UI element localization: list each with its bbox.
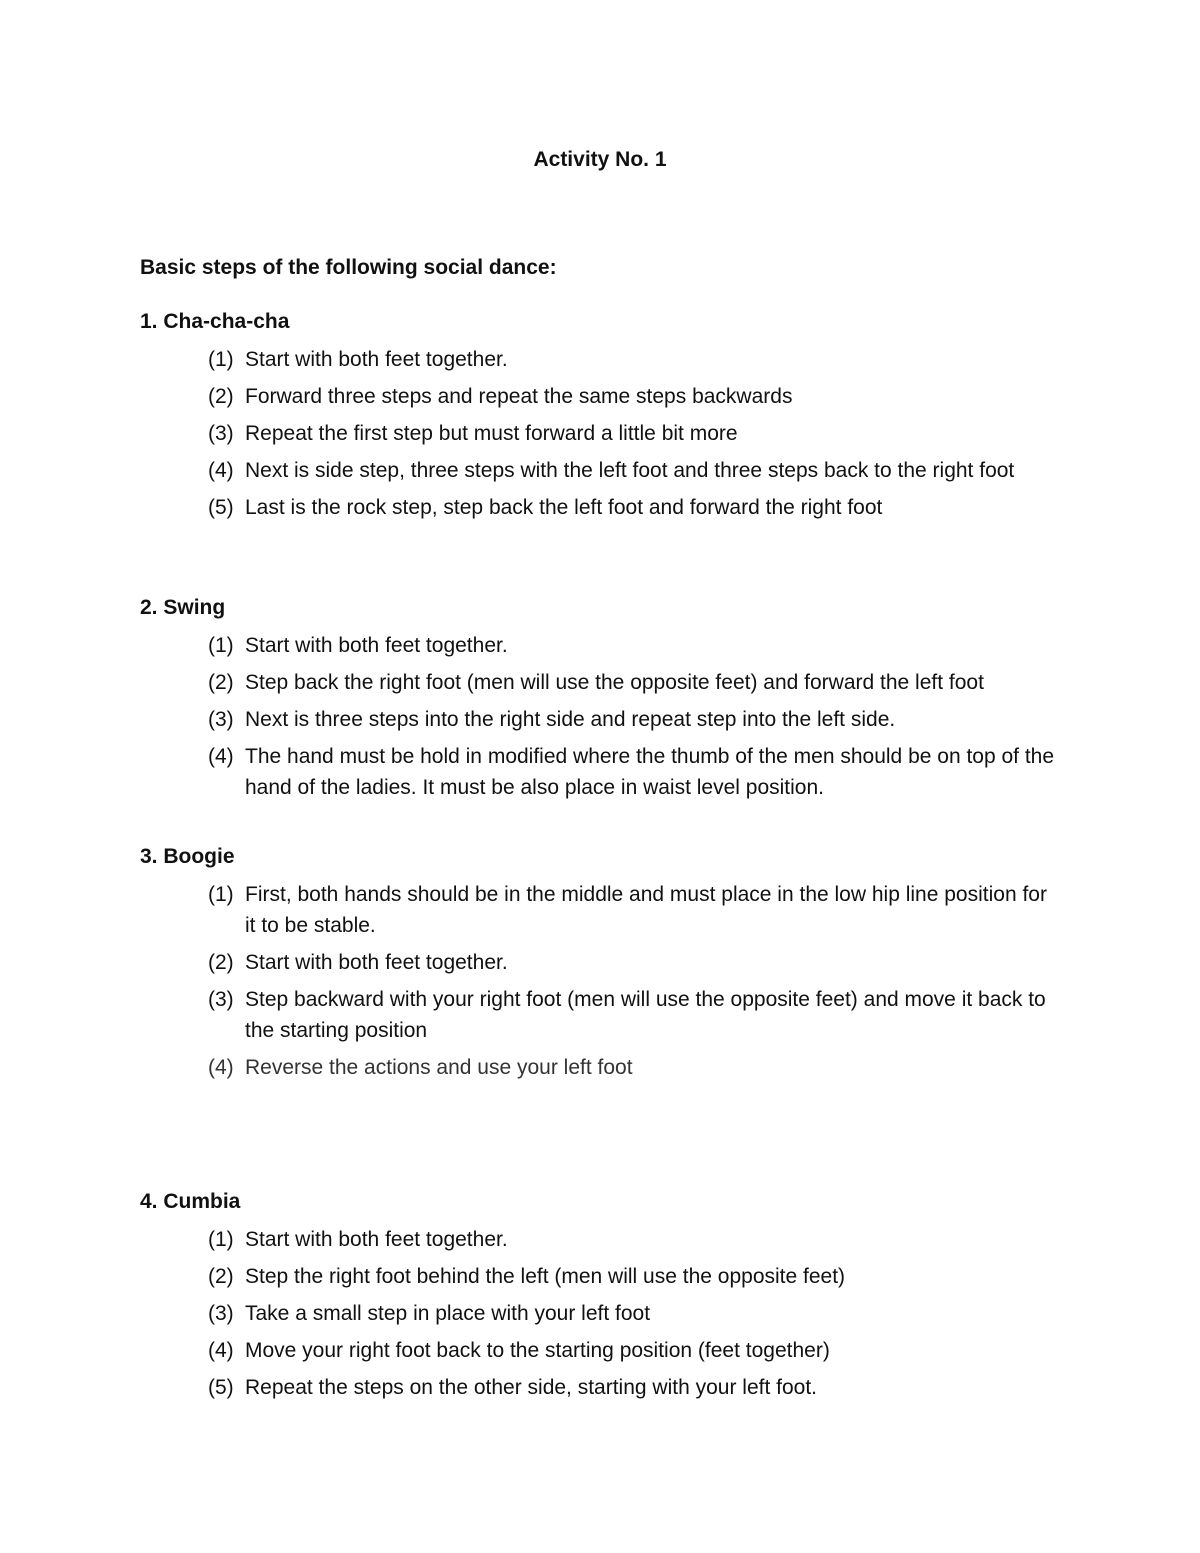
intro-heading: Basic steps of the following social dance: <box>140 256 557 279</box>
list-item <box>140 741 1060 803</box>
step-text: Step backward with your right foot (men will use the opposite feet) and move it back to the starting position <box>245 988 1046 1042</box>
list-item <box>140 984 1060 1046</box>
step-number: (1) <box>208 634 234 657</box>
step-number: (2) <box>208 951 234 974</box>
step-number: (2) <box>208 385 234 408</box>
section-cha-cha-cha <box>140 308 1100 529</box>
step-number: (3) <box>208 422 234 445</box>
step-text: Start with both feet together. <box>245 1228 508 1251</box>
section-cumbia <box>140 1188 1100 1409</box>
step-text: Next is side step, three steps with the left foot and three steps back to the right foot <box>245 459 1015 482</box>
list-item <box>140 381 1060 412</box>
list-item <box>140 455 1060 486</box>
step-text: Repeat the first step but must forward a little bit more <box>245 422 738 445</box>
list-item <box>140 344 1060 375</box>
step-number: (1) <box>208 883 234 906</box>
step-number: (3) <box>208 988 234 1011</box>
step-number: (5) <box>208 496 234 519</box>
section-heading: 1. Cha-cha-cha <box>140 310 290 333</box>
step-text: First, both hands should be in the middle and must place in the low hip line position for it to be stable. <box>245 883 1047 937</box>
step-text: Move your right foot back to the starting position (feet together) <box>245 1339 830 1362</box>
list-item <box>140 947 1060 978</box>
list-item <box>140 630 1060 661</box>
step-number: (5) <box>208 1376 234 1399</box>
section-heading: 2. Swing <box>140 596 226 619</box>
page-title: Activity No. 1 <box>533 148 667 171</box>
step-list <box>140 630 1100 803</box>
list-item <box>140 1335 1060 1366</box>
step-text: Start with both feet together. <box>245 951 508 974</box>
step-number: (3) <box>208 1302 234 1325</box>
step-list <box>140 879 1100 1083</box>
step-number: (1) <box>208 348 234 371</box>
step-text: The hand must be hold in modified where the thumb of the men should be on top of the hand of the ladies. It must be also place in waist level position. <box>245 745 1055 799</box>
list-item <box>140 704 1060 735</box>
list-item <box>140 667 1060 698</box>
step-text: Reverse the actions and use your left foot <box>245 1056 633 1079</box>
list-item <box>140 1224 1060 1255</box>
step-text: Forward three steps and repeat the same steps backwards <box>245 385 793 408</box>
step-text: Take a small step in place with your left foot <box>245 1302 651 1325</box>
step-text: Start with both feet together. <box>245 348 508 371</box>
list-item <box>140 1052 1060 1083</box>
list-item <box>140 879 1060 941</box>
step-text: Next is three steps into the right side and repeat step into the left side. <box>245 708 896 731</box>
step-text: Step the right foot behind the left (men will use the opposite feet) <box>245 1265 846 1288</box>
step-number: (3) <box>208 708 234 731</box>
step-number: (4) <box>208 1056 234 1079</box>
list-item <box>140 492 1060 523</box>
step-list <box>140 344 1100 523</box>
section-swing <box>140 594 1100 809</box>
section-heading: 4. Cumbia <box>140 1190 241 1213</box>
section-boogie <box>140 843 1100 1089</box>
step-number: (2) <box>208 1265 234 1288</box>
list-item <box>140 1298 1060 1329</box>
step-number: (1) <box>208 1228 234 1251</box>
list-item <box>140 418 1060 449</box>
step-number: (4) <box>208 459 234 482</box>
step-text: Start with both feet together. <box>245 634 508 657</box>
step-text: Step back the right foot (men will use the opposite feet) and forward the left foot <box>245 671 984 694</box>
list-item <box>140 1261 1060 1292</box>
step-number: (4) <box>208 745 234 768</box>
step-number: (2) <box>208 671 234 694</box>
step-number: (4) <box>208 1339 234 1362</box>
section-heading: 3. Boogie <box>140 845 235 868</box>
step-list <box>140 1224 1100 1403</box>
step-text: Last is the rock step, step back the left foot and forward the right foot <box>245 496 883 519</box>
list-item <box>140 1372 1060 1403</box>
step-text: Repeat the steps on the other side, starting with your left foot. <box>245 1376 817 1399</box>
